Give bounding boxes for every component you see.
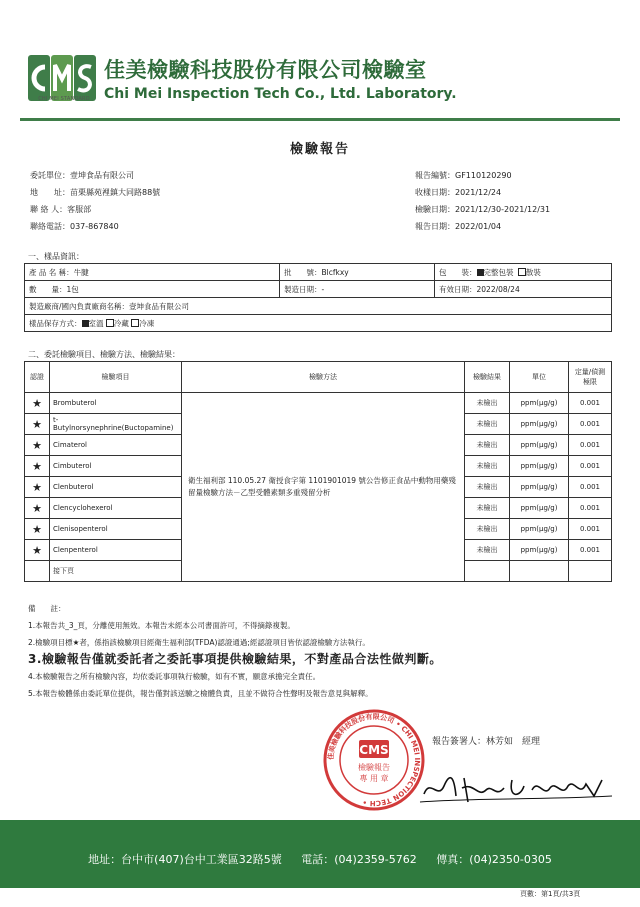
note-4: 4.本檢驗報告之所有檢驗內容，均依委託事項執行檢驗，如有不實，願意承擔完全責任。 — [28, 672, 321, 681]
test-result: 未檢出 — [465, 519, 510, 540]
header-method: 檢驗方法 — [182, 362, 465, 393]
svg-text:CMS: CMS — [359, 743, 389, 757]
client-unit: 委託單位：壹坤食品有限公司 — [30, 171, 134, 180]
header-item: 檢驗項目 — [50, 362, 182, 393]
note-1: 1.本報告共_3_頁，分離使用無效。本報告未經本公司書面許可，不得摘錄複製。 — [28, 621, 295, 630]
storage-option-room: 室溫 — [88, 318, 104, 328]
test-result: 未檢出 — [465, 477, 510, 498]
client-contact: 聯 絡 人：客服部 — [30, 205, 92, 214]
client-info — [30, 167, 160, 235]
cert-star-icon: ★ — [25, 456, 50, 477]
received-date: 收樣日期：2021/12/24 — [415, 188, 502, 197]
svg-text:檢驗報告: 檢驗報告 — [358, 763, 390, 772]
test-unit: ppm(μg/g) — [510, 435, 569, 456]
test-method: 衛生福利部 110.05.27 衛授食字第 1101901019 號公告修正食品中動物用藥殘留量檢驗方法－乙型受體素類多重殘留分析 — [182, 393, 465, 582]
test-date: 檢驗日期：2021/12/30-2021/12/31 — [415, 205, 551, 214]
quantity: 數 量：1包 — [25, 281, 280, 298]
test-item: Clenisopenterol — [50, 519, 182, 540]
test-unit: ppm(μg/g) — [510, 414, 569, 435]
footer-phone: 電話：(04)2359-5762 — [301, 853, 417, 866]
checkbox-checked-icon — [477, 269, 484, 276]
storage-option-frozen: 冷凍 — [139, 318, 155, 328]
packaging — [435, 264, 612, 281]
cert-star-icon: ★ — [25, 498, 50, 519]
manufacture-date: 製造日期：- — [280, 281, 435, 298]
test-results-table — [24, 361, 612, 582]
product-name: 產 品 名 稱：牛腱 — [25, 264, 280, 281]
header-limit: 定量/偵測極限 — [569, 362, 612, 393]
report-title: 檢驗報告 — [289, 142, 350, 157]
handwritten-signature — [416, 768, 616, 808]
empty-cell — [569, 561, 612, 582]
notes-heading: 備 註： — [28, 604, 66, 613]
signer: 報告簽署人：林芳如 經理 — [432, 737, 541, 747]
test-unit: ppm(μg/g) — [510, 477, 569, 498]
cert-star-icon: ★ — [25, 477, 50, 498]
test-result: 未檢出 — [465, 456, 510, 477]
cert-star-icon: ★ — [25, 540, 50, 561]
header-result: 檢驗結果 — [465, 362, 510, 393]
test-unit: ppm(μg/g) — [510, 540, 569, 561]
report-date: 報告日期：2022/01/04 — [415, 222, 502, 231]
empty-cell — [25, 561, 50, 582]
test-limit: 0.001 — [569, 477, 612, 498]
test-item: Cimbuterol — [50, 456, 182, 477]
header-unit: 單位 — [510, 362, 569, 393]
test-limit: 0.001 — [569, 393, 612, 414]
company-name-zh: 佳美檢驗科技股份有限公司檢驗室 — [104, 58, 427, 82]
test-limit: 0.001 — [569, 456, 612, 477]
client-phone: 聯絡電話：037-867840 — [30, 222, 119, 231]
storage-option-fridge: 冷藏 — [113, 318, 129, 328]
footer-address: 地址：台中市(407)台中工業區32路5號 — [88, 853, 282, 866]
cert-star-icon: ★ — [25, 393, 50, 414]
test-limit: 0.001 — [569, 414, 612, 435]
empty-cell — [465, 561, 510, 582]
test-result: 未檢出 — [465, 498, 510, 519]
test-item: Clenbuterol — [50, 477, 182, 498]
client-address: 地 址：苗栗縣苑裡鎮大同路88號 — [30, 188, 161, 197]
notes — [28, 600, 442, 702]
test-limit: 0.001 — [569, 435, 612, 456]
footer-fax: 傳真：(04)2350-0305 — [436, 853, 552, 866]
sample-info-table — [24, 263, 612, 332]
test-unit: ppm(μg/g) — [510, 456, 569, 477]
empty-cell — [510, 561, 569, 582]
test-limit: 0.001 — [569, 498, 612, 519]
test-result: 未檢出 — [465, 540, 510, 561]
report-seal — [322, 708, 426, 812]
cert-star-icon: ★ — [25, 435, 50, 456]
test-item: Clenpenterol — [50, 540, 182, 561]
test-item: Cimaterol — [50, 435, 182, 456]
checkbox-empty-icon — [518, 268, 526, 276]
test-result: 未檢出 — [465, 435, 510, 456]
test-limit: 0.001 — [569, 540, 612, 561]
note-5: 5.本報告檢體係由委託單位提供，報告僅對該送驗之檢體負責，且並不做符合性聲明及報告意見與解釋。 — [28, 689, 373, 698]
test-unit: ppm(μg/g) — [510, 393, 569, 414]
packaging-option-bulk: 散裝 — [525, 267, 541, 277]
next-page-label: 接下頁 — [50, 561, 182, 582]
test-limit: 0.001 — [569, 519, 612, 540]
sample-section-heading: 一、樣品資訊： — [28, 252, 84, 261]
test-section-heading: 二、委託檢驗項目、檢驗方法、檢驗結果： — [28, 350, 180, 359]
company-name-en: Chi Mei Inspection Tech Co., Ltd. Laboratory. — [104, 86, 457, 102]
test-item: Brombuterol — [50, 393, 182, 414]
page-number: 頁數：第1頁/共3頁 — [520, 890, 581, 898]
batch-number: 批 號：Blcfkxy — [280, 264, 435, 281]
report-number: 報告編號：GF110120290 — [415, 171, 512, 180]
manufacturer: 製造廠商/國內負責廠商名稱：壹坤食品有限公司 — [25, 298, 612, 315]
header-divider — [20, 118, 620, 121]
test-unit: ppm(μg/g) — [510, 519, 569, 540]
svg-text:佳美檢驗科技股份有限公司 • CHI MEI INSPECT: 佳美檢驗科技股份有限公司 • CHI MEI INSPECTION TECH • — [326, 712, 422, 808]
test-result: 未檢出 — [465, 414, 510, 435]
footer-contact — [0, 851, 640, 867]
cert-star-icon: ★ — [25, 414, 50, 435]
test-result: 未檢出 — [465, 393, 510, 414]
packaging-option-complete: 完整包裝 — [483, 267, 514, 277]
checkbox-checked-icon — [82, 320, 89, 327]
svg-text:專 用 章: 專 用 章 — [359, 774, 389, 783]
cert-star-icon: ★ — [25, 519, 50, 540]
test-item: Clencyclohexerol — [50, 498, 182, 519]
note-3: 3.檢驗報告僅就委託者之委託事項提供檢驗結果，不對產品合法性做判斷。 — [28, 652, 442, 666]
checkbox-empty-icon — [106, 319, 114, 327]
table-row — [25, 393, 612, 414]
test-item: t-Butylnorsynephrine(Buctopamine) — [50, 414, 182, 435]
test-unit: ppm(μg/g) — [510, 498, 569, 519]
note-2: 2.檢驗項目標★者，係指該檢驗項目經衛生福利部(TFDA)認證通過;經認證項目皆依認證檢驗方法執行。 — [28, 638, 370, 647]
storage-method — [25, 315, 612, 332]
header-cert: 認證 — [25, 362, 50, 393]
logo-subtitle: CHI MEI STANDARD — [38, 96, 90, 102]
storage-label: 樣品保存方式： — [29, 318, 82, 328]
expiry-date: 有效日期：2022/08/24 — [435, 281, 612, 298]
company-logo — [28, 55, 96, 101]
report-info — [415, 167, 550, 235]
packaging-label: 包 裝： — [439, 267, 477, 277]
